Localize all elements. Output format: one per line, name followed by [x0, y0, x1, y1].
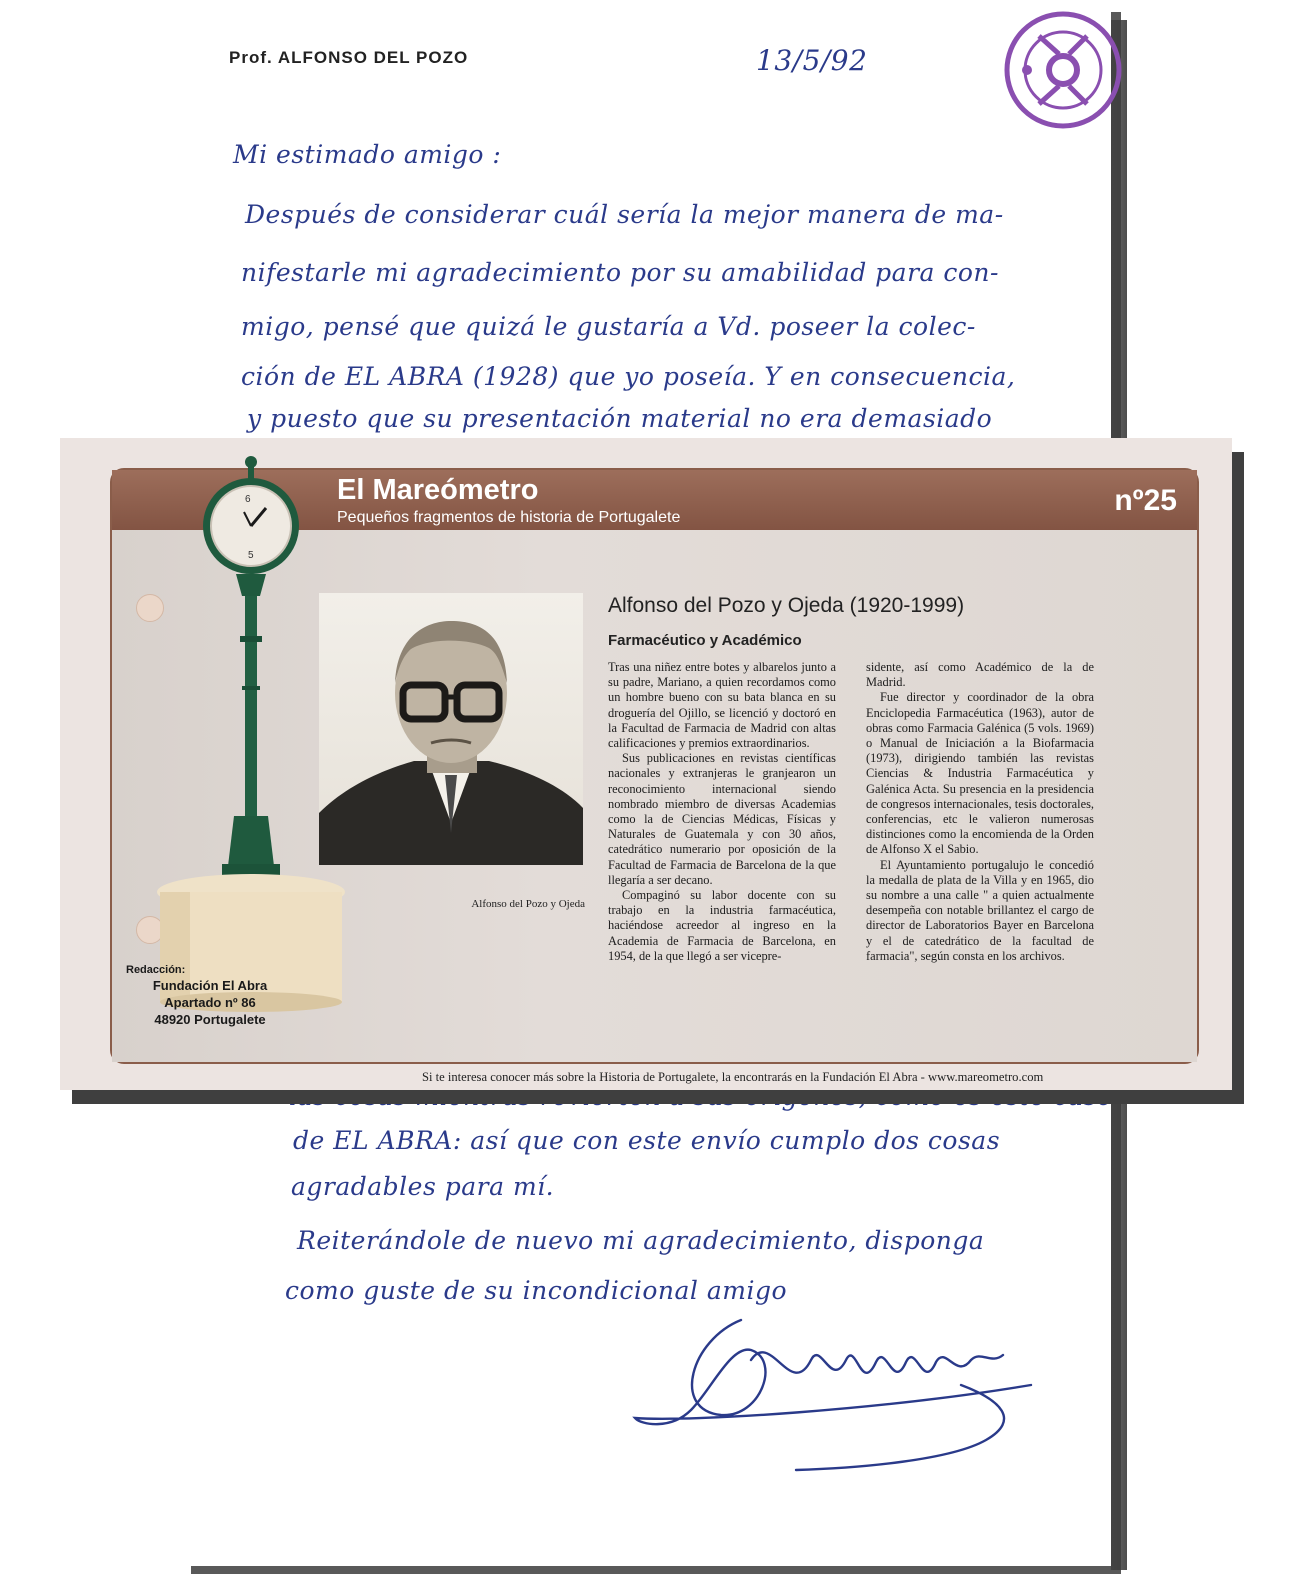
paragraph: Sus publicaciones en revistas científicas nacionales y extranjeras le granjearon un reconocimiento internacional siendo nombrado miembro de diversas Academias como la de Ciencias Médicas, Físicas y Naturales de Guatemala y con 30 años, catedrático numerario por oposición de la Facultad de Farmacia de Barcelona de la que llegaría a ser decano.: [608, 751, 836, 887]
issue-number: nº25: [1114, 484, 1177, 517]
letterhead: Prof. ALFONSO DEL POZO: [229, 48, 469, 67]
paragraph: Tras una niñez entre botes y albarelos junto a su padre, Mariano, a quien recordamos como un hombre bueno con su bata blanca en su droguería del Ojillo, se licenció y doctoró en la Facultad de Farmacia de Madrid con altas calificaciones y premios extraordinarios.: [608, 660, 836, 751]
column-subtitle: Pequeños fragmentos de historia de Portugalete: [337, 509, 681, 526]
paragraph: Fue director y coordinador de la obra Enciclopedia Farmacéutica (1963), autor de obras como Farmacia Galénica (5 vols. 1969) o Manual de Iniciación a la Biofarmacia (1973), dirigiendo también las revistas Ciencias & Industria Farmacéutica y Galénica Acta. Su presencia en la presidencia de congresos internacionales, tesis doctorales, conferencias, etc le valieron numerosas distinciones como la encomienda de la Orden de Alfonso X el Sabio.: [866, 690, 1094, 857]
address-label: Redacción:: [126, 964, 186, 976]
letter-line: de EL ABRA: así que con este envío cumplo dos cosas: [293, 1126, 1001, 1155]
paragraph: El Ayuntamiento portugalujo le concedió la medalla de plata de la Villa y en 1965, dio su nombre a una calle " a quien actualmente desempeña con notable brillantez el cargo de director de Laboratorios Bayer en Barcelona y el de catedrático de la facultad de farmacia", según consta en los archivos.: [866, 857, 1094, 963]
paragraph: Compaginó su labor docente con su trabajo en la industria farmacéutica, haciéndose acreedor al ingreso en la Academia de Farmacia de Barcelona, en 1954, de la que llegó a ser vicepre-: [608, 888, 836, 963]
letter-line: y puesto que su presentación material no era demasiado: [247, 404, 993, 433]
tide-clock-icon: [148, 446, 348, 1026]
portrait-illustration: [319, 593, 583, 865]
letter-line: ción de EL ABRA (1928) que yo poseía. Y en consecuencia,: [241, 362, 1016, 391]
svg-text:5: 5: [248, 550, 254, 561]
svg-text:6: 6: [245, 494, 251, 505]
text-column-right: [866, 660, 1094, 964]
footer-note: Si te interesa conocer más sobre la Historia de Portugalete, la encontrarás en la Fundación El Abra - www.mareometro.com: [422, 1070, 1044, 1084]
paragraph: sidente, así como Académico de la de Madrid.: [866, 660, 1094, 690]
article-subtitle: Farmacéutico y Académico: [608, 632, 802, 649]
letter-line: Reiterándole de nuevo mi agradecimiento, disponga: [297, 1226, 985, 1255]
photo-caption: Alfonso del Pozo y Ojeda: [471, 898, 585, 910]
column-title: El Mareómetro: [337, 474, 539, 506]
address-line: Apartado nº 86: [164, 995, 256, 1010]
letter-line: Mi estimado amigo :: [233, 140, 502, 169]
letter-line: migo, pensé que quizá le gustaría a Vd. poseer la colec-: [241, 312, 976, 341]
letter-line: agradables para mí.: [291, 1172, 555, 1201]
newspaper-clipping: [60, 438, 1232, 1090]
letter-line: como guste de su incondicional amigo: [285, 1276, 788, 1305]
library-stamp: [999, 6, 1127, 134]
portrait-photo: [319, 593, 583, 865]
letter-line: Después de considerar cuál sería la mejor manera de ma-: [245, 200, 1004, 229]
text-column-left: [608, 660, 836, 964]
letter-line: nifestarle mi agradecimiento por su amabilidad para con-: [241, 258, 999, 287]
signature: [631, 1300, 1051, 1480]
article-title: Alfonso del Pozo y Ojeda (1920-1999): [608, 594, 965, 617]
address-line: Fundación El Abra: [152, 978, 268, 993]
address-line: 48920 Portugalete: [154, 1012, 266, 1027]
letter-date: 13/5/92: [756, 44, 868, 77]
